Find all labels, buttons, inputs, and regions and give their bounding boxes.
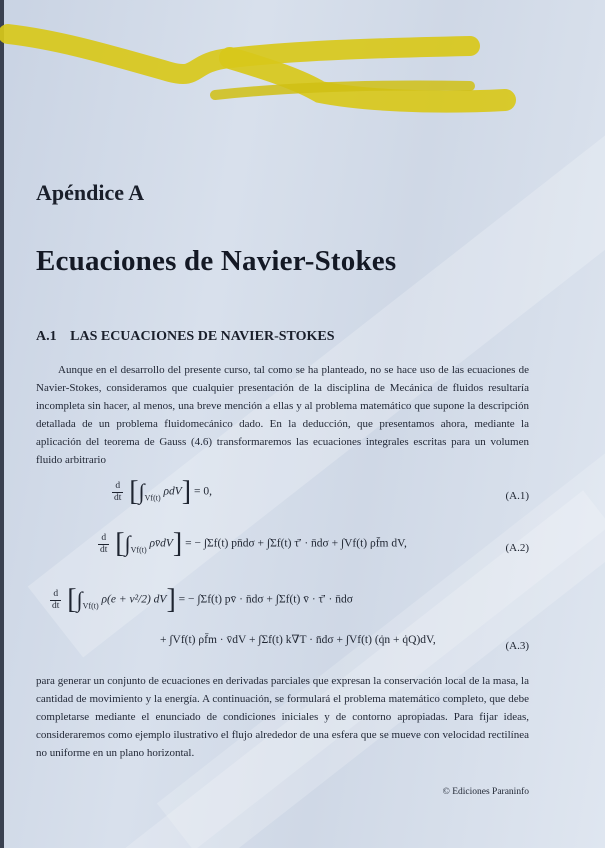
equation-a1 bbox=[36, 478, 529, 518]
publisher-footer: © Ediciones Paraninfo bbox=[442, 787, 529, 797]
equation-a2-tag: (A.2) bbox=[505, 542, 529, 554]
equation-a3-line2: + ∫Vf(t) ρf̄m · v̄dV + ∫Σf(t) k∇T · n̄dσ + ∫Vf(t) (q̇n + q̇Q)dV, bbox=[160, 634, 436, 646]
equation-a2-math: $\frac{d}{dt}$ [$\int_{Vf(t)}$ ρv̄dV] = − ∫Σf(t) pn̄dσ + ∫Σf(t) τ̄′ · n̄dσ + ∫Vf(t) ρf̄m dV, bbox=[100, 528, 407, 559]
equation-a2 bbox=[36, 530, 529, 570]
section-heading bbox=[36, 329, 335, 345]
section-title: LAS ECUACIONES DE NAVIER-STOKES bbox=[70, 329, 335, 344]
section-number: A.1 bbox=[36, 329, 57, 344]
chapter-title: Ecuaciones de Navier-Stokes bbox=[36, 245, 397, 277]
derivative-operator: $\frac{d}{dt}$ bbox=[100, 532, 108, 555]
derivative-operator: $\frac{d}{dt}$ bbox=[52, 588, 60, 611]
equation-a1-tag: (A.1) bbox=[505, 490, 529, 502]
highlighter-scribble bbox=[0, 0, 605, 130]
intro-paragraph: Aunque en el desarrollo del presente curso, tal como se ha planteado, no se hace uso de las ecuaciones de Navier-Stokes, consideramos que cualquier presentación de la disciplina de Mecánica de fluidos resultaría incompleta sin hacer, al menos, una breve mención a ellas y al problema matemático que supone la descripción detallada de un problema fluidomecánico dado. En la deducción, que presentamos ahora, mediante la aplicación del teorema de Gauss (4.6) transformaremos las ecuaciones integrales escritas para un volumen fluido arbitrario bbox=[36, 364, 529, 466]
derivative-operator: $\frac{d}{dt}$ bbox=[114, 480, 122, 503]
equation-a3 bbox=[36, 586, 529, 666]
equation-a3-tag: (A.3) bbox=[505, 640, 529, 652]
equation-a1-math: $\frac{d}{dt}$ [$\int_{Vf(t)}$ ρdV] = 0, bbox=[114, 476, 212, 507]
appendix-label: Apéndice A bbox=[36, 180, 145, 205]
closing-paragraph: para generar un conjunto de ecuaciones en derivadas parciales que expresan la conservación local de la masa, la cantidad de movimiento y la energía. A continuación, se formulará el problema matemático completo, que debe completarse mediante el enunciado de condiciones iniciales y de contorno apropiadas. Para fijar ideas, consideraremos como ejemplo ilustrativo el flujo alrededor de una esfera que se mueve con velocidad rectilínea no uniforme en un plano horizontal. bbox=[36, 675, 529, 759]
equation-a3-line1: $\frac{d}{dt}$ [$\int_{Vf(t)}$ ρ(e + v²/2) dV] = − ∫Σf(t) pv̄ · n̄dσ + ∫Σf(t) v̄ · τ̄′ · n̄dσ bbox=[52, 584, 353, 615]
